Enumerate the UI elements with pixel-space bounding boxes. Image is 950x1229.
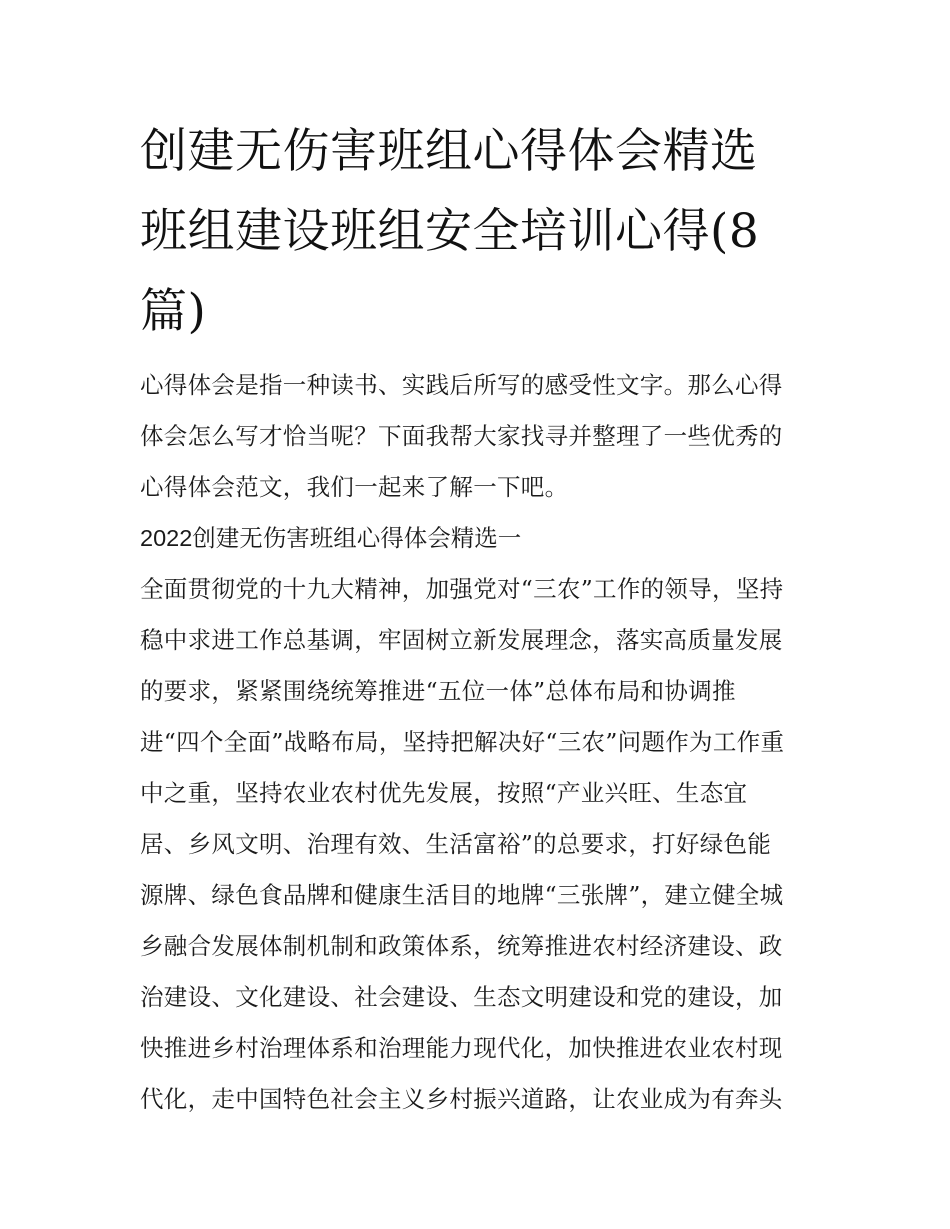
text-line: 代化，走中国特色社会主义乡村振兴道路，让农业成为有奔头: [140, 1085, 783, 1113]
text-line: 心得体会范文，我们一起来了解一下吧。: [140, 473, 569, 501]
body-paragraph: [140, 564, 812, 1125]
document-page: [140, 112, 812, 1125]
intro-paragraph: [140, 360, 812, 513]
text-line: 治建设、文化建设、社会建设、生态文明建设和党的建设，加: [140, 983, 783, 1011]
section-heading-text: 创建无伤害班组心得体会精选一: [192, 524, 522, 552]
text-line: 进“四个全面”战略布局，坚持把解决好“三农”问题作为工作重: [140, 728, 785, 756]
text-line: 中之重，坚持农业农村优先发展，按照“产业兴旺、生态宜: [140, 779, 748, 807]
section-heading-number: 2022: [140, 525, 193, 551]
title-line: 创建无伤害班组心得体会精选: [140, 124, 758, 179]
text-line: 心得体会是指一种读书、实践后所写的感受性文字。那么心得: [140, 371, 783, 399]
text-line: 乡融合发展体制机制和政策体系，统筹推进农村经济建设、政: [140, 932, 783, 960]
text-line: 的要求，紧紧围绕统筹推进“五位一体”总体布局和协调推: [140, 677, 736, 705]
title-line: 班组建设班组安全培训心得(8: [140, 204, 760, 259]
text-line: 居、乡风文明、治理有效、生活富裕”的总要求，打好绿色能: [140, 830, 772, 858]
document-title: [140, 112, 812, 352]
title-line: 篇): [140, 284, 207, 339]
text-line: 快推进乡村治理体系和治理能力现代化，加快推进农业农村现: [140, 1034, 783, 1062]
text-line: 源牌、绿色食品牌和健康生活目的地牌“三张牌”，建立健全城: [140, 881, 784, 909]
text-line: 稳中求进工作总基调，牢固树立新发展理念，落实高质量发展: [140, 626, 783, 654]
section-heading: [140, 513, 812, 564]
text-line: 体会怎么写才恰当呢？下面我帮大家找寻并整理了一些优秀的: [140, 422, 783, 450]
text-line: 全面贯彻党的十九大精神，加强党对“三农”工作的领导，坚持: [140, 575, 784, 603]
